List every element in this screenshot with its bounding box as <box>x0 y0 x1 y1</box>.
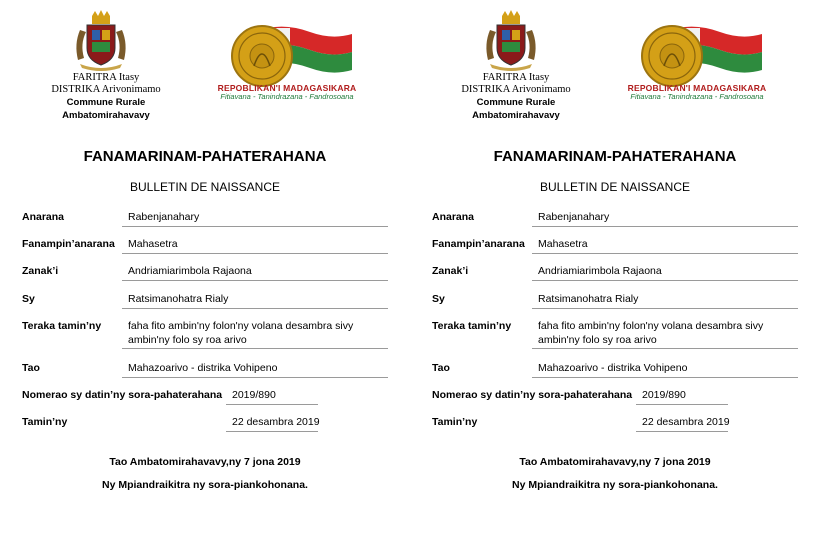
civil-registrar: Ny Mpiandraikitra ny sora-piankohonana. <box>512 479 718 491</box>
field-anarana <box>22 211 390 227</box>
document-title: FANAMARINAM-PAHATERAHANA <box>493 148 737 165</box>
place-and-date: Tao Ambatomirahavavy,ny 7 jona 2019 <box>519 456 711 468</box>
coat-of-arms-icon <box>72 10 130 72</box>
region-line: FARITRA Itasy <box>72 72 140 83</box>
field-label: Fanampin’anarana <box>22 238 115 250</box>
field-anarana <box>432 211 800 227</box>
field-tao <box>432 362 800 378</box>
issuing-authority <box>38 72 174 122</box>
field-label: Sy <box>22 293 35 305</box>
field-value: Mahazoarivo - distrika Vohipeno <box>538 362 688 374</box>
civil-registrar: Ny Mpiandraikitra ny sora-piankohonana. <box>102 479 308 491</box>
document-subtitle: BULLETIN DE NAISSANCE <box>539 180 691 194</box>
field-label: Fanampin’anarana <box>432 238 525 250</box>
field-value-line2: ambin'ny folo sy roa arivo <box>128 334 247 346</box>
field-value: Andriamiarimbola Rajaona <box>538 265 662 277</box>
field-label: Sy <box>432 293 445 305</box>
field-label: Zanak’i <box>22 265 59 277</box>
field-label: Tao <box>22 362 40 374</box>
region-line: FARITRA Itasy <box>482 72 550 83</box>
coat-of-arms-icon <box>482 10 540 72</box>
field-label: Tamin’ny <box>432 416 478 428</box>
field-value: Rabenjanahary <box>128 211 200 223</box>
field-value-line2: ambin'ny folo sy roa arivo <box>538 334 657 346</box>
birth-certificate-copy-right <box>410 0 820 533</box>
field-value-line1: faha fito ambin'ny folon'ny volana desambra sivy <box>128 320 354 332</box>
field-tamin <box>432 416 800 432</box>
field-tamin <box>22 416 390 432</box>
field-tao <box>22 362 390 378</box>
district-line: DISTRIKA Arivonimamo <box>51 84 161 95</box>
place-and-date: Tao Ambatomirahavavy,ny 7 jona 2019 <box>109 456 301 468</box>
document-title: FANAMARINAM-PAHATERAHANA <box>83 148 327 165</box>
issuing-authority <box>448 72 584 122</box>
republic-seal-icon <box>638 22 788 92</box>
field-teraka <box>432 320 800 350</box>
field-value: 22 desambra 2019 <box>232 416 320 428</box>
republic-name: REPOBLIKAN'I MADAGASIKARA <box>627 83 767 93</box>
field-fanampin-anarana <box>432 238 800 254</box>
field-zanaki <box>432 265 800 281</box>
document-subtitle: BULLETIN DE NAISSANCE <box>129 180 281 194</box>
field-value: Andriamiarimbola Rajaona <box>128 265 252 277</box>
field-value: Mahazoarivo - distrika Vohipeno <box>128 362 278 374</box>
field-teraka <box>22 320 390 350</box>
field-label: Anarana <box>22 211 65 223</box>
field-label: Teraka tamin’ny <box>432 320 512 332</box>
field-value-line1: faha fito ambin'ny folon'ny volana desambra sivy <box>538 320 764 332</box>
field-value: Mahasetra <box>128 238 178 250</box>
field-value: Mahasetra <box>538 238 588 250</box>
field-sy <box>22 293 390 309</box>
field-label: Tamin’ny <box>22 416 68 428</box>
field-label: Teraka tamin’ny <box>22 320 102 332</box>
field-fanampin-anarana <box>22 238 390 254</box>
field-value: Ratsimanohatra Rialy <box>128 293 229 305</box>
field-nomerao <box>22 389 390 405</box>
field-zanaki <box>22 265 390 281</box>
field-label: Nomerao sy datin’ny sora-pahaterahana <box>432 389 633 401</box>
field-value: Ratsimanohatra Rialy <box>538 293 639 305</box>
commune-name: Ambatomirahavavy <box>62 110 150 121</box>
commune-name: Ambatomirahavavy <box>472 110 560 121</box>
field-value: 22 desambra 2019 <box>642 416 730 428</box>
republic-seal-icon <box>228 22 378 92</box>
field-label: Nomerao sy datin’ny sora-pahaterahana <box>22 389 223 401</box>
field-value: 2019/890 <box>232 389 276 401</box>
republic-motto: Fitiavana - Tanindrazana - Fandrosoana <box>220 92 354 101</box>
district-line: DISTRIKA Arivonimamo <box>461 84 571 95</box>
commune-line: Commune Rurale <box>476 97 556 108</box>
field-value: 2019/890 <box>642 389 686 401</box>
birth-certificate-copy-left <box>0 0 410 533</box>
field-value: Rabenjanahary <box>538 211 610 223</box>
republic-motto: Fitiavana - Tanindrazana - Fandrosoana <box>630 92 764 101</box>
field-label: Zanak’i <box>432 265 469 277</box>
field-label: Anarana <box>432 211 475 223</box>
field-label: Tao <box>432 362 450 374</box>
field-nomerao <box>432 389 800 405</box>
field-sy <box>432 293 800 309</box>
commune-line: Commune Rurale <box>66 97 146 108</box>
republic-name: REPOBLIKAN'I MADAGASIKARA <box>217 83 357 93</box>
